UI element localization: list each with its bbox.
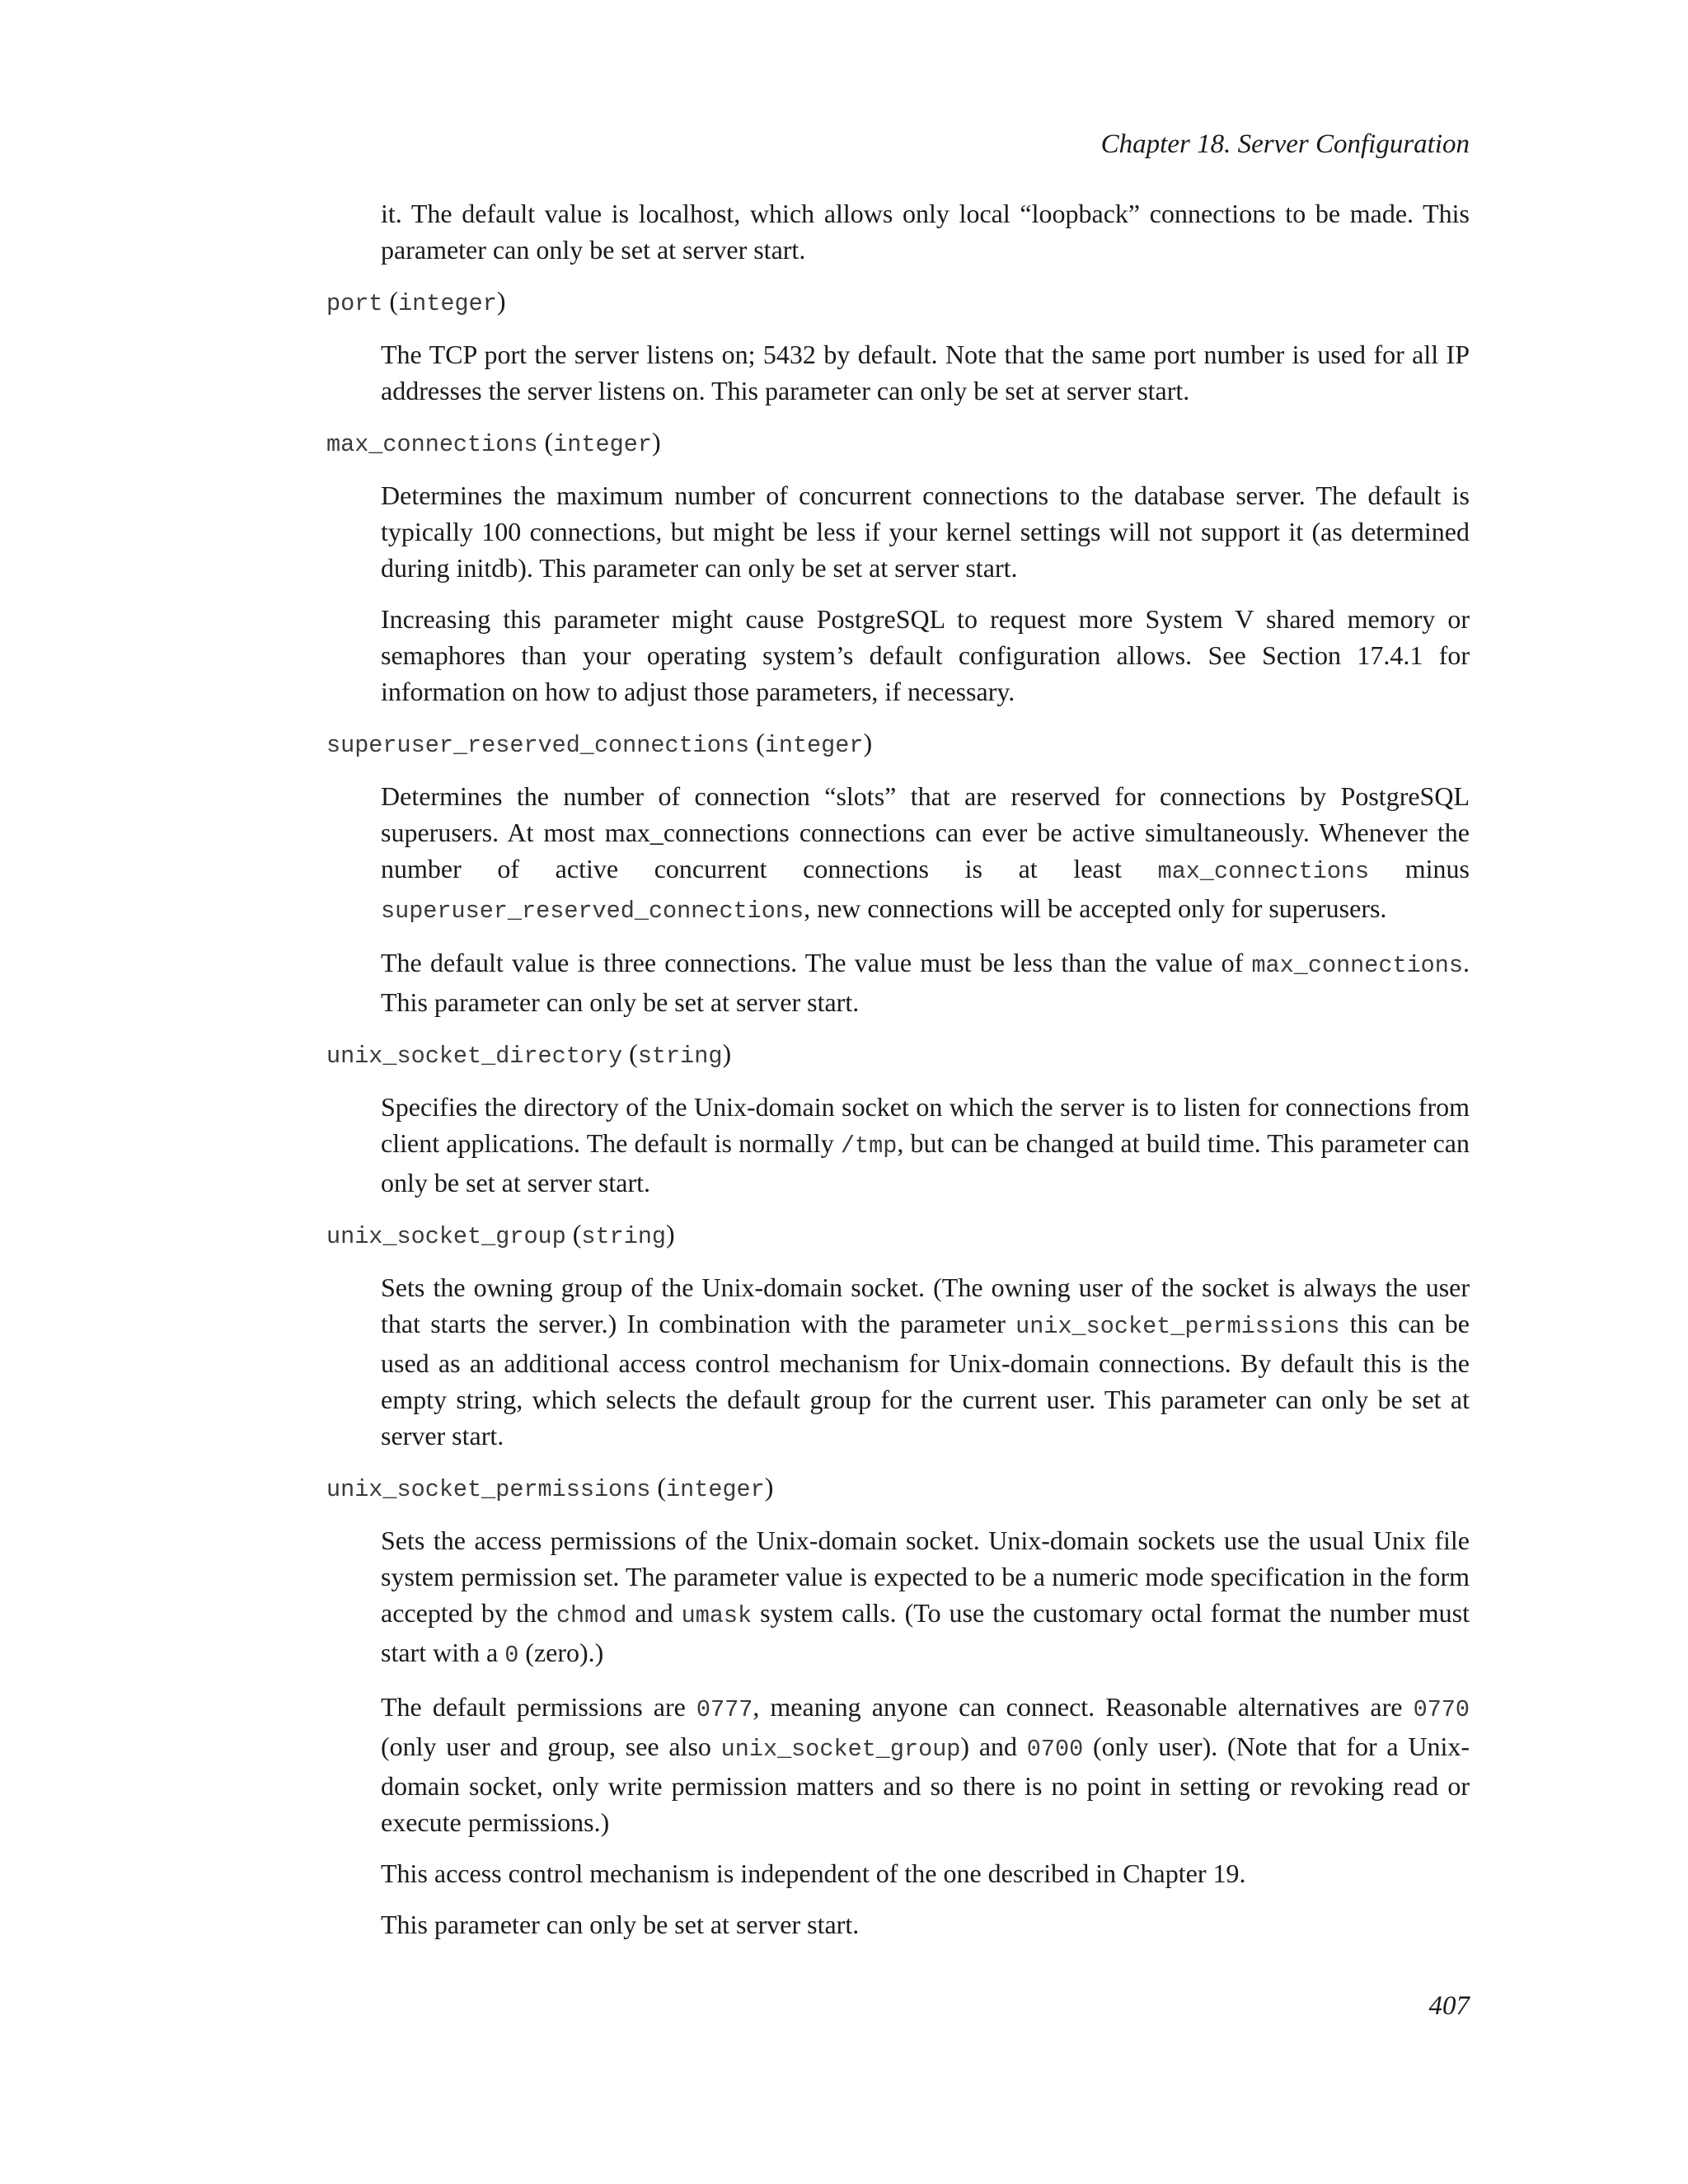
parameter-name: unix_socket_directory [326,1043,623,1070]
description-paragraph: Determines the number of connection “slots” that are reserved for connections by PostgreSQL superusers. At most max_connections connections can ever be active simultaneously. Whenever the number of active concurrent connections is at least max_connections minus superuser_reserved_connections, new connections will be accepted only for superusers. [381,781,1470,925]
parameter-name: superuser_reserved_connections [326,732,750,759]
description-paragraph: it. The default value is localhost, which allows only local “loopback” connections to be made. This parameter can only be set at server start. [381,199,1470,265]
parameter-entry [326,1216,1470,1454]
running-header: Chapter 18. Server Configuration [1100,129,1470,159]
parameter-term: port (integer) [326,286,506,317]
description-paragraph: Specifies the directory of the Unix-domain socket on which the server is to listen for connections from client applications. The default is normally /tmp, but can be changed at build time. This parameter can only be set at server start. [381,1092,1470,1197]
parameter-name: port [326,290,383,317]
code-literal: max_connections [1251,952,1463,979]
parameter-entry [326,724,1470,1020]
code-literal: superuser_reserved_connections [381,898,804,925]
parameter-term: superuser_reserved_connections (integer) [326,728,873,759]
description-paragraph: Increasing this parameter might cause PostgreSQL to request more System V shared memory or semaphores than your operating system’s default configuration allows. See Section 17.4.1 for information on how to adjust those parameters, if necessary. [381,604,1470,706]
description-paragraph: This access control mechanism is independent of the one described in Chapter 19. [381,1858,1246,1888]
code-literal: 0700 [1026,1736,1084,1763]
code-literal: chmod [556,1602,627,1629]
description-paragraph: Determines the maximum number of concurrent connections to the database server. The default is typically 100 connections, but might be less if your kernel settings will not support it (as determined during initdb). This parameter can only be set at server start. [381,480,1470,583]
parameter-type: integer [764,732,864,759]
code-literal: unix_socket_permissions [1015,1313,1340,1340]
code-literal: /tmp [840,1132,898,1160]
parameter-type: integer [398,290,497,317]
code-literal: 0770 [1413,1696,1470,1723]
description-paragraph: The default permissions are 0777, meaning anyone can connect. Reasonable alternatives are 0770 (only user and group, see also unix_socket_group) and 0700 (only user). (Note that for a Unix-domain socket, only write permission matters and so there is no point in setting or revoking read or execute permissions.) [381,1692,1470,1837]
parameter-entry [326,1469,1470,1943]
page-number: 407 [1428,1991,1470,2021]
parameter-entry [326,424,1470,710]
parameter-name: max_connections [326,431,538,458]
description-paragraph: The TCP port the server listens on; 5432 by default. Note that the same port number is used for all IP addresses the server listens on. This parameter can only be set at server start. [381,340,1470,405]
parameter-type: integer [666,1476,765,1503]
parameter-term: unix_socket_directory (string) [326,1038,732,1070]
parameter-type: string [637,1043,723,1070]
code-literal: max_connections [1157,858,1370,885]
parameter-type: string [581,1223,667,1250]
description-paragraph: Sets the access permissions of the Unix-domain socket. Unix-domain sockets use the usual Unix file system permission set. The parameter value is expected to be a numeric mode specification in the form accepted by the chmod and umask system calls. (To use the customary octal format the number must start with a 0 (zero).) [381,1526,1470,1669]
parameter-term: max_connections (integer) [326,427,661,458]
parameter-name: unix_socket_group [326,1223,566,1250]
parameter-term: unix_socket_permissions (integer) [326,1472,774,1503]
description-paragraph: This parameter can only be set at server start. [381,1910,860,1939]
parameter-name: unix_socket_permissions [326,1476,651,1503]
code-literal: umask [681,1602,753,1629]
code-literal: 0 [504,1642,519,1669]
code-literal: unix_socket_group [720,1736,961,1763]
config-parameter-list [326,195,1470,1957]
parameter-entry [326,283,1470,409]
parameter-entry [326,195,1470,268]
code-literal: 0777 [696,1696,753,1723]
parameter-term: unix_socket_group (string) [326,1219,675,1250]
description-paragraph: The default value is three connections. The value must be less than the value of max_connections. This parameter can only be set at server start. [381,948,1470,1017]
description-paragraph: Sets the owning group of the Unix-domain socket. (The owning user of the socket is always the user that starts the server.) In combination with the parameter unix_socket_permissions this can be used as an additional access control mechanism for Unix-domain connections. By default this is the empty string, which selects the default group for the current user. This parameter can only be set at server start. [381,1272,1470,1451]
parameter-entry [326,1035,1470,1201]
parameter-type: integer [553,431,652,458]
